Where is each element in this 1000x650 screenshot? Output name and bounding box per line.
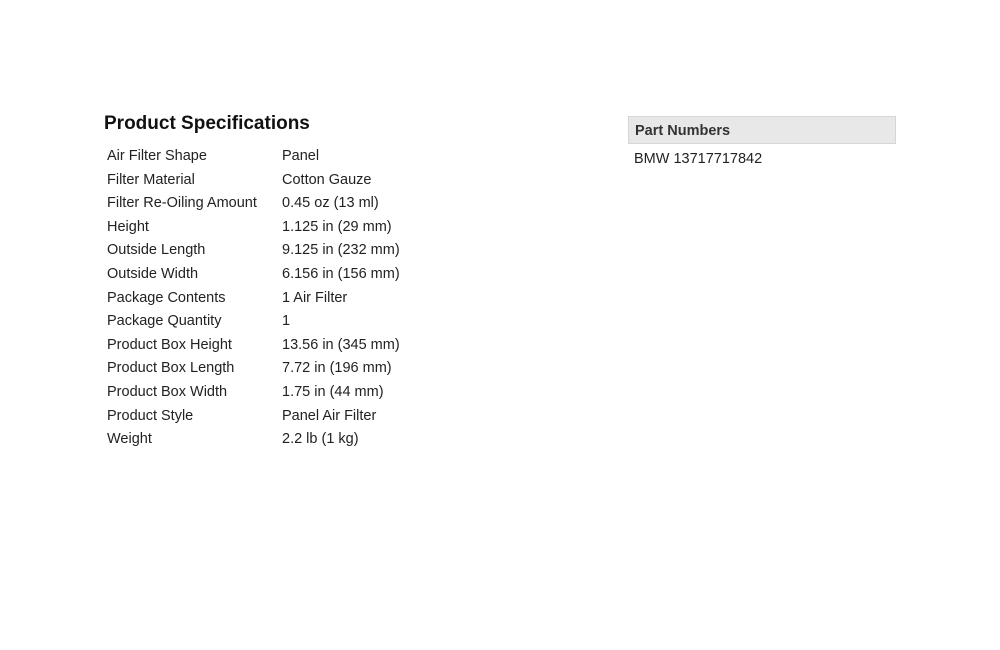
spec-value: 0.45 oz (13 ml) — [282, 195, 379, 212]
spec-name: Product Style — [107, 407, 194, 424]
spec-value: 13.56 in (345 mm) — [282, 336, 400, 353]
spec-value: 2.2 lb (1 kg) — [282, 431, 359, 448]
spec-name: Outside Length — [107, 242, 206, 259]
spec-row — [104, 263, 400, 287]
spec-value: 1 Air Filter — [282, 289, 348, 306]
spec-value: 1.75 in (44 mm) — [282, 383, 384, 400]
spec-row — [104, 334, 400, 358]
spec-value: 1.125 in (29 mm) — [282, 218, 392, 235]
spec-row — [104, 239, 400, 263]
spec-name: Product Box Width — [107, 383, 228, 400]
spec-value: 9.125 in (232 mm) — [282, 242, 400, 259]
part-number-item: BMW 13717717842 — [634, 151, 763, 167]
spec-name: Outside Width — [107, 265, 199, 282]
spec-name: Product Box Length — [107, 360, 235, 377]
product-specifications-title: Product Specifications — [104, 113, 310, 134]
spec-value: 1 — [282, 313, 291, 330]
spec-value: Panel Air Filter — [282, 407, 377, 424]
spec-name: Air Filter Shape — [107, 148, 207, 164]
spec-row — [104, 405, 400, 429]
spec-row — [104, 428, 400, 452]
spec-name: Filter Re-Oiling Amount — [107, 195, 257, 212]
spec-row — [104, 287, 400, 311]
spec-value: 7.72 in (196 mm) — [282, 360, 392, 377]
spec-row — [104, 357, 400, 381]
specifications-table — [104, 145, 400, 452]
spec-name: Package Quantity — [107, 313, 222, 330]
spec-name: Product Box Height — [107, 336, 232, 353]
spec-name: Weight — [107, 431, 152, 448]
spec-name: Package Contents — [107, 289, 226, 306]
spec-name: Filter Material — [107, 171, 195, 188]
product-specifications-section — [104, 113, 524, 452]
part-numbers-header: Part Numbers — [628, 116, 896, 144]
spec-row — [104, 145, 400, 169]
spec-row — [104, 381, 400, 405]
spec-row — [104, 192, 400, 216]
spec-row — [104, 310, 400, 334]
spec-value: Cotton Gauze — [282, 171, 372, 188]
part-numbers-list — [628, 148, 896, 170]
part-numbers-section — [628, 116, 896, 170]
spec-value: 6.156 in (156 mm) — [282, 265, 400, 282]
spec-row — [104, 169, 400, 193]
spec-value: Panel — [282, 148, 320, 164]
spec-name: Height — [107, 218, 149, 235]
spec-row — [104, 216, 400, 240]
